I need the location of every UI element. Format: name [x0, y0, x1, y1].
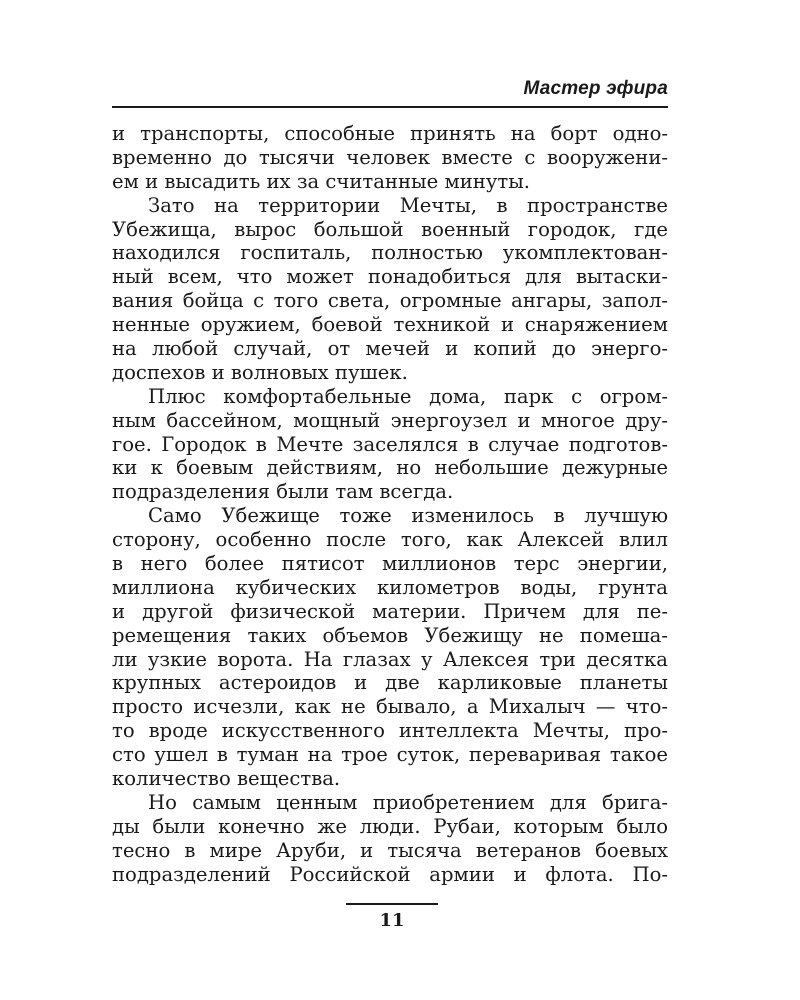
text-line: просто исчезли, как не бывало, а Михалыч — что- — [112, 695, 668, 719]
text-line: тесно в мире Аруби, и тысяча ветеранов боевых — [112, 838, 668, 862]
text-line: Убежища, вырос большой военный городок, где — [112, 217, 668, 241]
text-line: и транспорты, способные принять на борт одно- — [112, 122, 668, 145]
text-line: и другой физической материи. Причем для пе- — [112, 599, 668, 623]
text-line: ды были конечно же люди. Рубаи, которым было — [112, 814, 668, 838]
text-line: сторону, особенно после того, как Алексей влил — [112, 528, 668, 552]
text-line: Но самым ценным приобретением для брига- — [148, 790, 668, 814]
text-line: Само Убежище тоже изменилось в лучшую — [148, 504, 668, 528]
page-number: 11 — [379, 910, 405, 931]
text-line: Плюс комфортабельные дома, парк с огром- — [148, 384, 668, 408]
text-line: находился госпиталь, полностью укомплектован- — [112, 241, 668, 265]
text-line: ки к боевым действиям, но небольшие дежурные — [112, 456, 668, 480]
text-line: сто ушел в туман на трое суток, переваривая такое — [112, 743, 668, 767]
text-line: крупных астероидов и две карликовые планеты — [112, 671, 668, 695]
footer-rule — [346, 903, 438, 905]
text-line: то вроде искусственного интеллекта Мечты, про- — [112, 719, 668, 743]
text-line: в него более пятисот миллионов терс энергии, — [112, 552, 668, 576]
text-line: миллиона кубических километров воды, грунта — [112, 575, 668, 599]
body-text — [112, 122, 668, 887]
text-line: вания бойца с того света, огромные ангары, запол- — [112, 289, 668, 313]
running-title: Мастер эфира — [523, 78, 668, 99]
text-line: ненные оружием, боевой техникой и снаряжением — [112, 313, 668, 337]
text-line: количество вещества. — [112, 767, 341, 791]
text-line: Зато на территории Мечты, в пространстве — [148, 193, 668, 217]
text-line: ный всем, что может понадобиться для вытаски- — [112, 265, 668, 289]
header-rule — [112, 106, 668, 108]
text-line: временно до тысячи человек вместе с вооружени- — [112, 145, 668, 169]
text-line: ли узкие ворота. На глазах у Алексея три десятка — [112, 647, 668, 671]
text-line: ем и высадить их за считанные минуты. — [112, 169, 531, 193]
text-line: подразделения были там всегда. — [112, 480, 454, 504]
text-line: ремещения таких объемов Убежищу не помеша- — [112, 623, 668, 647]
text-line: подразделений Российской армии и флота. По- — [112, 862, 668, 886]
text-line: на любой случай, от мечей и копий до энерго- — [112, 337, 668, 361]
text-line: ным бассейном, мощный энергоузел и многое дру- — [112, 408, 668, 432]
text-line: доспехов и волновых пушек. — [112, 360, 408, 384]
text-line: гое. Городок в Мечте заселялся в случае подготов- — [112, 432, 668, 456]
